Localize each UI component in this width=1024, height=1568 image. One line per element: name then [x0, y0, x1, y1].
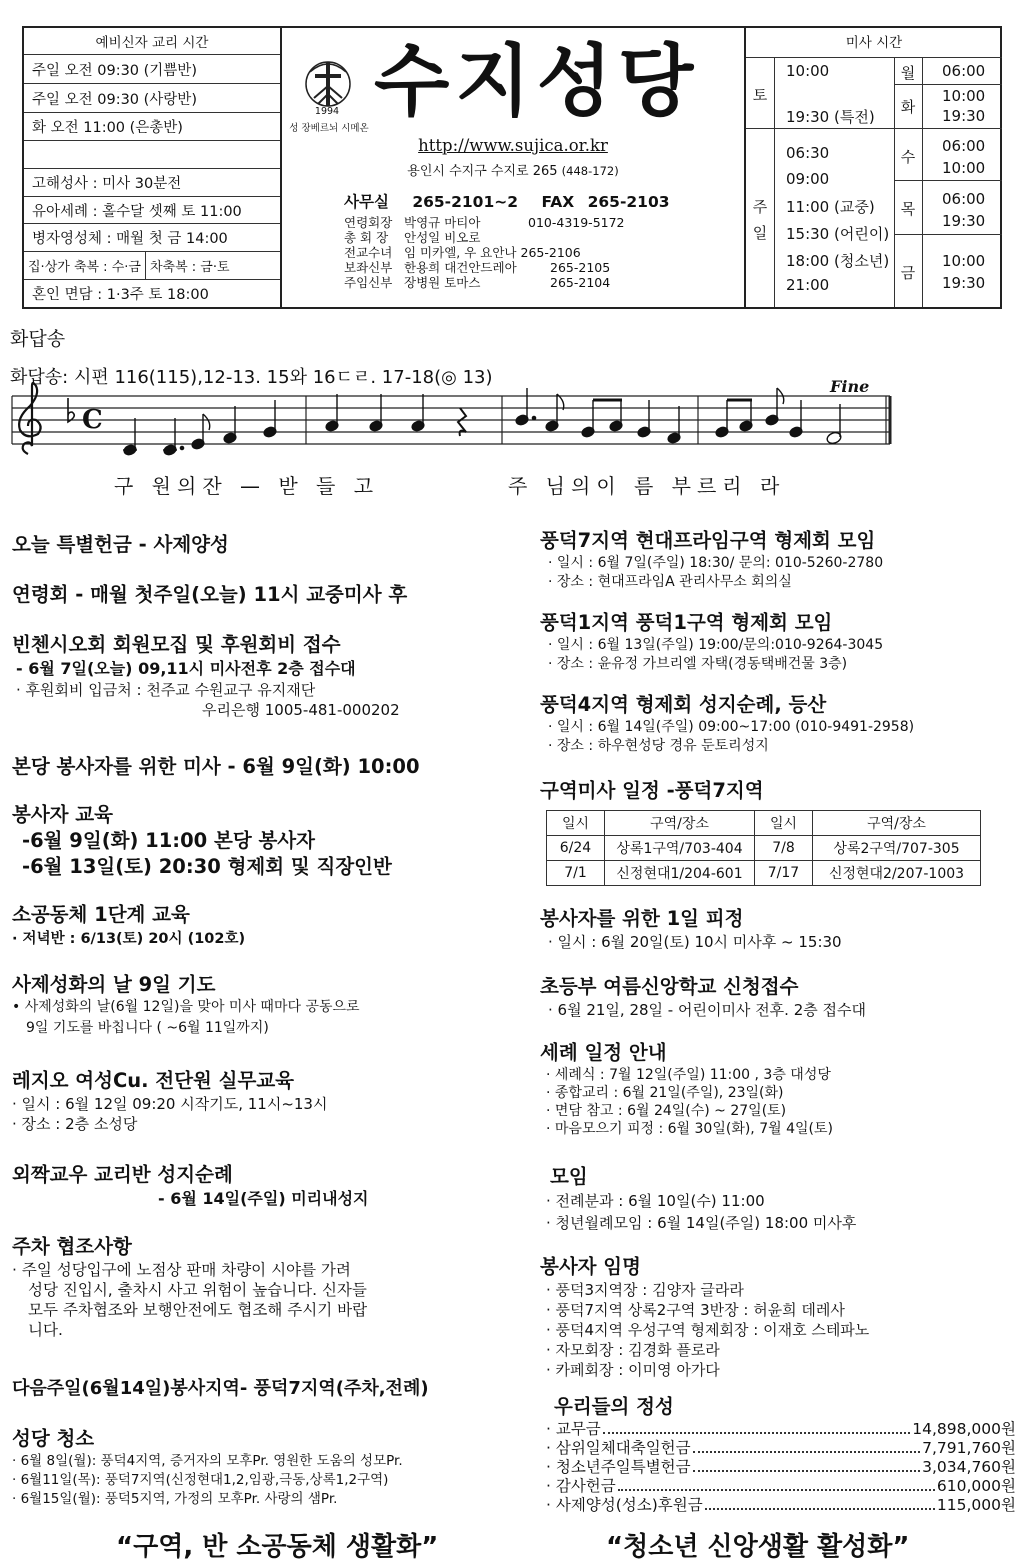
marriage-interview: 혼인 면담 : 1·3주 토 18:00 [32, 287, 209, 303]
weekday-label: 수 [900, 148, 916, 166]
section-heading: 소공동체 1단계 교육 [12, 903, 190, 926]
saturday-label: 토 [752, 86, 768, 104]
baptism-item: · 면담 참고 : 6월 24일(수) ~ 27일(토) [546, 1103, 787, 1119]
staff-phone: 010-4319-5172 [528, 215, 625, 230]
staff-name: 장병원 토마스 [404, 275, 481, 290]
svg-text:C: C [82, 405, 103, 435]
car-blessing: 차축복 : 금·토 [149, 260, 230, 275]
sunday-mass-time: 21:00 [786, 276, 830, 294]
section-heading: 풍덕4지역 형제회 성지순례, 등산 [540, 693, 827, 716]
sunday-mass-time: 09:00 [786, 170, 830, 188]
table-cell: 6/24 [547, 836, 605, 861]
parking-section [12, 1234, 367, 1340]
weekday-mass-time: 19:30 [942, 274, 986, 292]
section-line: · 후원회비 입금처 : 천주교 수원교구 유지재단 [16, 681, 316, 699]
staff-role: 총 회 장 [344, 230, 389, 245]
offering-amount: 7,791,760원 [922, 1439, 1016, 1457]
appointment-item: · 풍덕3지역장 : 김양자 글라라 [546, 1281, 744, 1299]
table-header-row [547, 811, 981, 836]
sunday-mass-time: 06:30 [786, 144, 830, 162]
section-heading: 초등부 여름신앙학교 신청접수 [540, 975, 799, 998]
summer-school-section [540, 974, 866, 1020]
psalm-reference: 화답송: 시편 116(115),12-13. 15와 16ㄷㄹ. 17-18(◎ 13) [10, 367, 493, 388]
office-contact [344, 190, 688, 212]
staff-role: 연령회장 [344, 215, 393, 230]
catechism-class: 주일 오전 09:30 (사랑반) [24, 84, 280, 113]
staff-name: 임 미카엘, 우 요안나 [404, 245, 517, 260]
offering-label: · 사제양성(성소)후원금 [546, 1496, 703, 1514]
offering-amount: 610,000원 [936, 1477, 1016, 1495]
funeral-society-notice: 연령회 - 매월 첫주일(오늘) 11시 교중미사 후 [12, 583, 408, 606]
staff-role: 보좌신부 [344, 260, 393, 275]
section-line: -6월 13일(토) 20:30 형제회 및 직장인반 [22, 855, 392, 878]
blank-row [24, 141, 280, 169]
table-cell: 신정현대2/207-1003 [813, 861, 981, 886]
section-heading: 봉사자 교육 [12, 803, 113, 826]
offerings-section [540, 1394, 1016, 1515]
priest-prayer-section [12, 972, 360, 1038]
psalm-section-title: 화답송 [10, 328, 66, 350]
baptism-item: · 종합교리 : 6월 21일(주일), 23일(화) [546, 1085, 784, 1101]
confession-time: 고해성사 : 미사 30분전 [24, 169, 280, 197]
weekday-mass-time: 19:30 [942, 107, 986, 125]
weekday-label: 목 [900, 200, 916, 218]
address-line [282, 160, 744, 179]
blessing-row [24, 252, 280, 280]
brotherhood-pilgrimage [540, 692, 914, 756]
brotherhood-meeting-2 [540, 610, 883, 674]
sick-communion-time: 병자영성체 : 매월 첫 금 14:00 [24, 224, 280, 252]
slogan-left: “구역, 반 소공동체 생활화” [116, 1532, 439, 1562]
music-staff [6, 376, 898, 472]
section-heading: 풍덕7지역 현대프라임구역 형제회 모임 [540, 529, 876, 552]
table-row [547, 861, 981, 886]
staff-phone: 265-2106 [520, 245, 581, 260]
baptism-schedule-section [540, 1040, 833, 1138]
meetings-section [540, 1164, 856, 1234]
weekday-label: 화 [900, 98, 916, 116]
website-link[interactable]: http://www.sujica.or.kr [418, 136, 608, 155]
staff-name: 한용희 대건안드레아 [404, 260, 517, 275]
section-line: · 장소 : 윤유정 가브리엘 자택(경동택배건물 3층) [548, 656, 848, 672]
section-line: · 일시 : 6월 12일 09:20 시작기도, 11시~13시 [12, 1095, 328, 1113]
section-heading: 풍덕1지역 풍덕1구역 형제회 모임 [540, 611, 833, 634]
section-line: · 주일 성당입구에 노점상 판매 차량이 시야를 가려 [12, 1261, 351, 1279]
address: 용인시 수지구 수지로 265 [407, 164, 558, 179]
offering-row [546, 1458, 1016, 1477]
staff-row [344, 216, 625, 230]
offering-row [546, 1439, 1016, 1458]
staff-name: 박영규 마티아 [404, 215, 481, 230]
saturday-mass-time: 19:30 (특전) [786, 108, 875, 126]
weekday-mass-time: 10:00 [942, 252, 986, 270]
appointment-item: · 풍덕4지역 우성구역 형제회장 : 이재호 스테파노 [546, 1321, 870, 1339]
section-line: · 저녁반 : 6/13(토) 20시 (102호) [12, 931, 246, 947]
staff-phone: 265-2104 [550, 275, 611, 290]
meeting-item: · 청년월례모임 : 6월 14일(주일) 18:00 미사후 [546, 1214, 857, 1232]
table-row [547, 836, 981, 861]
mass-schedule-box [744, 28, 1000, 307]
cleaning-section [12, 1426, 403, 1509]
weekday-label: 금 [900, 264, 916, 282]
lyric-line: 구 원의잔 — 받 들 고 [114, 474, 380, 498]
section-line: - 6월 7일(오늘) 09,11시 미사전후 2층 접수대 [16, 659, 356, 678]
baptism-item: · 마음모으기 피정 : 6월 30일(화), 7월 4일(토) [546, 1121, 833, 1137]
district-mass-table [546, 810, 981, 886]
offering-amount: 115,000원 [936, 1496, 1016, 1514]
section-line: 성당 진입시, 출차시 사고 위험이 높습니다. 신자들 [28, 1281, 367, 1299]
cleaning-item: · 6월15일(월): 풍덕5지역, 가정의 모후Pr. 사랑의 샘Pr. [12, 1491, 338, 1507]
section-heading: 우리들의 정성 [554, 1395, 674, 1418]
offering-amount: 14,898,000원 [912, 1420, 1016, 1438]
table-cell: 7/1 [547, 861, 605, 886]
server-mass-notice: 본당 봉사자를 위한 미사 - 6월 9일(화) 10:00 [12, 755, 420, 778]
small-community-section [12, 902, 245, 950]
baptism-item: · 세례식 : 7월 12일(주일) 11:00 , 3층 대성당 [546, 1067, 831, 1083]
appointment-item: · 카페회장 : 이미영 아가다 [546, 1361, 720, 1379]
vincent-society-section [12, 632, 400, 720]
table-cell: 상록2구역/707-305 [813, 836, 981, 861]
section-heading: 빈첸시오회 회원모집 및 후원회비 접수 [12, 633, 341, 656]
special-offering-notice: 오늘 특별헌금 - 사제양성 [12, 533, 229, 556]
section-heading: 사제성화의 날 9일 기도 [12, 973, 216, 996]
section-heading: 구역미사 일정 -풍덕7지역 [540, 779, 764, 802]
server-retreat-section [540, 906, 842, 952]
fax-label: FAX [541, 193, 575, 211]
next-duty-notice: 다음주일(6월14일)봉사지역- 풍덕7지역(주차,전례) [12, 1378, 429, 1399]
section-line: -6월 9일(화) 11:00 본당 봉사자 [22, 829, 315, 852]
meeting-item: · 전례분과 : 6월 10일(수) 11:00 [546, 1192, 765, 1210]
section-line: · 일시 : 6월 13일(주일) 19:00/문의:010-9264-3045 [548, 637, 884, 653]
weekday-mass-time: 06:00 [942, 62, 986, 80]
section-line: · 장소 : 현대프라임A 관리사무소 회의실 [548, 574, 792, 590]
treble-clef-icon [19, 383, 40, 454]
section-line: · 장소 : 2층 소성당 [12, 1115, 138, 1133]
section-line: · 장소 : 하우현성당 경유 둔토리성지 [548, 738, 769, 754]
house-blessing: 집·상가 축복 : 수·금 [28, 252, 146, 279]
staff-phone: 265-2105 [550, 260, 611, 275]
section-heading: 세례 일정 안내 [540, 1041, 667, 1064]
offering-row [546, 1496, 1016, 1515]
offering-label: · 청소년주일특별헌금 [546, 1458, 691, 1476]
section-line: · 일시 : 6월 7일(주일) 18:30/ 문의: 010-5260-2780 [548, 555, 884, 571]
section-line: 니다. [28, 1321, 63, 1339]
section-line: · 일시 : 6월 20일(토) 10시 미사후 ~ 15:30 [548, 933, 842, 951]
saturday-mass-time: 10:00 [786, 62, 830, 80]
server-training-section [12, 802, 392, 880]
appointments-section [540, 1254, 869, 1380]
table-cell: 신정현대1/204-601 [605, 861, 755, 886]
cleaning-item: · 6월11일(목): 풍덕7지역(신정현대1,2,임광,극동,상록1,2구역) [12, 1472, 389, 1488]
logo-year: 1994 [314, 106, 340, 117]
weekday-mass-time: 06:00 [942, 190, 986, 208]
fine-mark: Fine [830, 377, 870, 396]
offering-label: · 감사헌금 [546, 1477, 616, 1495]
staff-row [344, 261, 610, 275]
sunday-mass-time: 15:30 (어린이) [786, 225, 890, 243]
section-line: · 6월 21일, 28일 - 어린이미사 전후. 2층 접수대 [548, 1001, 866, 1019]
district-mass-section [540, 778, 981, 886]
staff-row [344, 276, 610, 290]
offering-label: · 교무금 [546, 1420, 601, 1438]
section-line: • 사제성화의 날(6월 12일)을 맞아 미사 때마다 공동으로 [12, 999, 360, 1015]
catechism-class: 주일 오전 09:30 (기쁨반) [24, 55, 280, 84]
table-cell: 7/17 [755, 861, 813, 886]
catechism-class: 화 오전 11:00 (은총반) [24, 113, 280, 141]
bank-account: 우리은행 1005-481-000202 [202, 701, 400, 719]
weekday-mass-time: 10:00 [942, 159, 986, 177]
offering-row [546, 1420, 1016, 1439]
staff-row [344, 246, 581, 260]
staff-role: 전교수녀 [344, 245, 393, 260]
flat-icon [68, 398, 74, 422]
lyric-line: 주 님의이 름 부르리 라 [508, 474, 786, 498]
cleaning-item: · 6월 8일(월): 풍덕4지역, 증거자의 모후Pr. 영원한 도움의 성모Pr. [12, 1453, 403, 1469]
bulletin-header [22, 26, 1002, 309]
slogan-right: “청소년 신앙생활 활성화” [606, 1532, 910, 1562]
section-line: 9일 기도를 바칩니다 ( ~6월 11일까지) [26, 1020, 269, 1036]
weekday-label: 월 [900, 64, 916, 82]
staff-row [344, 231, 528, 245]
section-heading: 레지오 여성Cu. 전단원 실무교육 [12, 1069, 295, 1092]
staff-name: 안성일 비오로 [404, 230, 481, 245]
column-header: 구역/장소 [605, 811, 755, 836]
table-cell: 상록1구역/703-404 [605, 836, 755, 861]
table-cell: 7/8 [755, 836, 813, 861]
parish-title: 수지성당 [374, 37, 700, 127]
parish-info [282, 28, 744, 307]
section-heading: 외짝교우 교리반 성지순례 [12, 1163, 233, 1186]
column-header: 일시 [755, 811, 813, 836]
pilgrimage-section [12, 1162, 368, 1210]
mass-schedule-title: 미사 시간 [746, 28, 1002, 58]
catechism-title: 예비신자 교리 시간 [24, 28, 280, 55]
legio-training-section [12, 1068, 327, 1134]
weekday-mass-time: 06:00 [942, 137, 986, 155]
fax-number: 265-2103 [587, 193, 670, 211]
section-line: 모두 주차협조와 보행안전에도 협조해 주시기 바랍 [28, 1301, 368, 1319]
weekday-mass-time: 19:30 [942, 212, 986, 230]
staff-role: 주임신부 [344, 275, 393, 290]
section-heading: 성당 청소 [12, 1427, 95, 1450]
logo-caption: 성 장베르뇌 시메온 [289, 123, 369, 134]
section-heading: 주차 협조사항 [12, 1235, 132, 1258]
appointment-item: · 풍덕7지역 상록2구역 3반장 : 허윤희 데레사 [546, 1301, 845, 1319]
zip-code: (448-172) [561, 164, 619, 178]
office-label: 사무실 [344, 193, 389, 211]
column-header: 구역/장소 [813, 811, 981, 836]
offering-amount: 3,034,760원 [922, 1458, 1016, 1476]
weekday-mass-time: 10:00 [942, 87, 986, 105]
section-heading: 봉사자를 위한 1일 피정 [540, 907, 744, 930]
section-heading: 봉사자 임명 [540, 1255, 641, 1278]
section-line: · 일시 : 6월 14일(주일) 09:00~17:00 (010-9491-2958) [548, 719, 915, 735]
infant-baptism-time: 유아세례 : 홀수달 셋째 토 11:00 [24, 197, 280, 224]
offering-label: · 삼위일체대축일헌금 [546, 1439, 691, 1457]
office-phone: 265-2101~2 [412, 193, 519, 211]
appointment-item: · 자모회장 : 김경화 플로라 [546, 1341, 720, 1359]
sunday-label: 주일 [752, 198, 768, 242]
section-heading: 모임 [550, 1165, 588, 1188]
catechism-schedule-box [24, 28, 282, 307]
column-header: 일시 [547, 811, 605, 836]
sunday-mass-time: 11:00 (교중) [786, 198, 875, 216]
offering-row [546, 1477, 1016, 1496]
section-line: - 6월 14일(주일) 미리내성지 [158, 1189, 369, 1208]
sunday-mass-time: 18:00 (청소년) [786, 252, 890, 270]
brotherhood-meeting-1 [540, 528, 883, 592]
